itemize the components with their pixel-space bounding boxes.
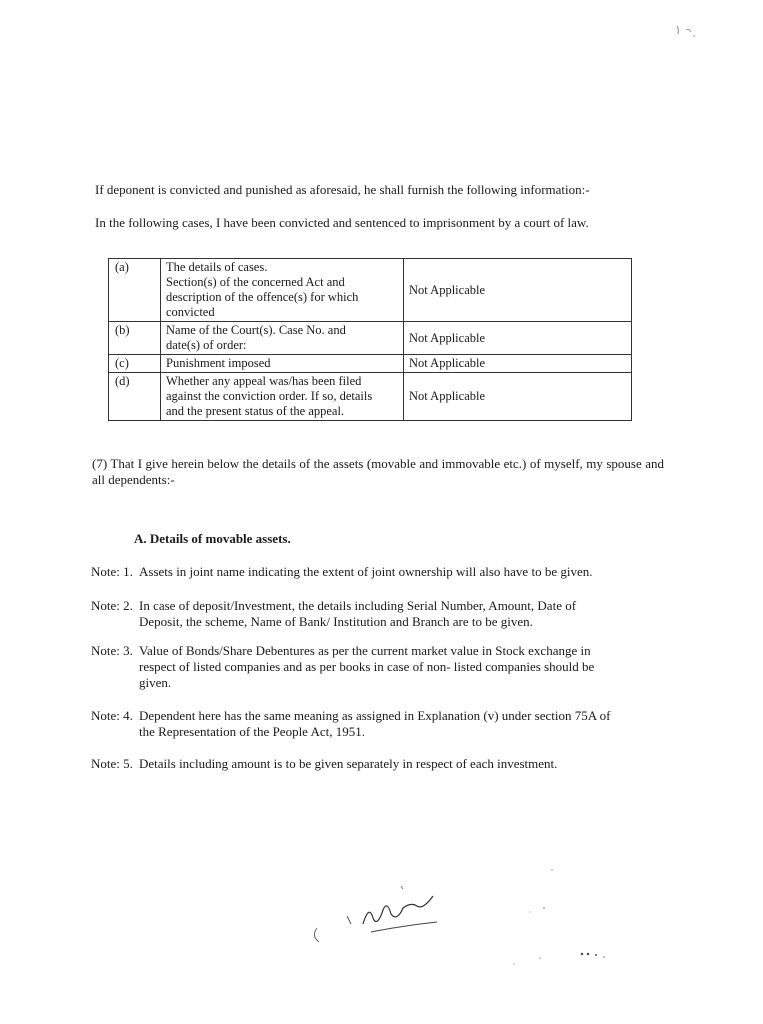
assets-paragraph: (7) That I give herein below the details of the assets (movable and immovable etc.) of myself, my spouse and all dependents:-	[92, 456, 664, 487]
note-line: Value of Bonds/Share Debentures as per the current market value in Stock exchange in	[139, 643, 591, 658]
note-item	[91, 598, 651, 630]
description-line: Section(s) of the concerned Act and	[166, 275, 345, 289]
note-item	[91, 643, 651, 691]
signature-image	[305, 880, 465, 950]
corner-scan-mark	[672, 20, 702, 44]
description-line: Name of the Court(s). Case No. and	[166, 323, 346, 337]
description-line: and the present status of the appeal.	[166, 404, 345, 418]
intro-text: If deponent is convicted and punished as aforesaid, he shall furnish the following information:-	[95, 182, 590, 197]
description-line: date(s) of order:	[166, 338, 247, 352]
table-row	[109, 355, 632, 373]
table-row	[109, 322, 632, 355]
row-key: (b)	[109, 322, 161, 355]
description-line: Punishment imposed	[166, 356, 271, 370]
row-key: (c)	[109, 355, 161, 373]
row-value: Not Applicable	[404, 355, 632, 373]
row-description	[161, 322, 404, 355]
note-item	[91, 564, 651, 580]
row-value: Not Applicable	[404, 322, 632, 355]
convictions-table	[108, 258, 632, 421]
note-label: Note: 2.	[91, 598, 133, 613]
note-item	[91, 708, 651, 740]
note-label: Note: 1.	[91, 564, 133, 579]
table-row	[109, 373, 632, 421]
note-line: given.	[139, 675, 172, 690]
row-value: Not Applicable	[404, 259, 632, 322]
note-line: Deposit, the scheme, Name of Bank/ Institution and Branch are to be given.	[139, 614, 533, 629]
row-description	[161, 355, 404, 373]
row-description	[161, 259, 404, 322]
description-line: convicted	[166, 305, 215, 319]
row-description	[161, 373, 404, 421]
note-line: Details including amount is to be given separately in respect of each investment.	[139, 756, 558, 771]
note-line: the Representation of the People Act, 1951.	[139, 724, 366, 739]
statement-text: In the following cases, I have been convicted and sentenced to imprisonment by a court of law.	[95, 215, 589, 230]
description-line: against the conviction order. If so, details	[166, 389, 373, 403]
table-row	[109, 259, 632, 322]
scan-dots	[500, 860, 620, 970]
note-line: In case of deposit/Investment, the details including Serial Number, Amount, Date of	[139, 598, 577, 613]
description-line: Whether any appeal was/has been filed	[166, 374, 362, 388]
section-heading: A. Details of movable assets.	[134, 531, 291, 546]
note-line: Assets in joint name indicating the extent of joint ownership will also have to be given.	[139, 564, 593, 579]
note-label: Note: 3.	[91, 643, 133, 658]
note-label: Note: 5.	[91, 756, 133, 771]
description-line: description of the offence(s) for which	[166, 290, 359, 304]
row-value: Not Applicable	[404, 373, 632, 421]
note-line: respect of listed companies and as per books in case of non- listed companies should be	[139, 659, 595, 674]
note-line: Dependent here has the same meaning as assigned in Explanation (v) under section 75A of	[139, 708, 611, 723]
note-label: Note: 4.	[91, 708, 133, 723]
row-key: (d)	[109, 373, 161, 421]
row-key: (a)	[109, 259, 161, 322]
description-line: The details of cases.	[166, 260, 268, 274]
note-item	[91, 756, 651, 772]
